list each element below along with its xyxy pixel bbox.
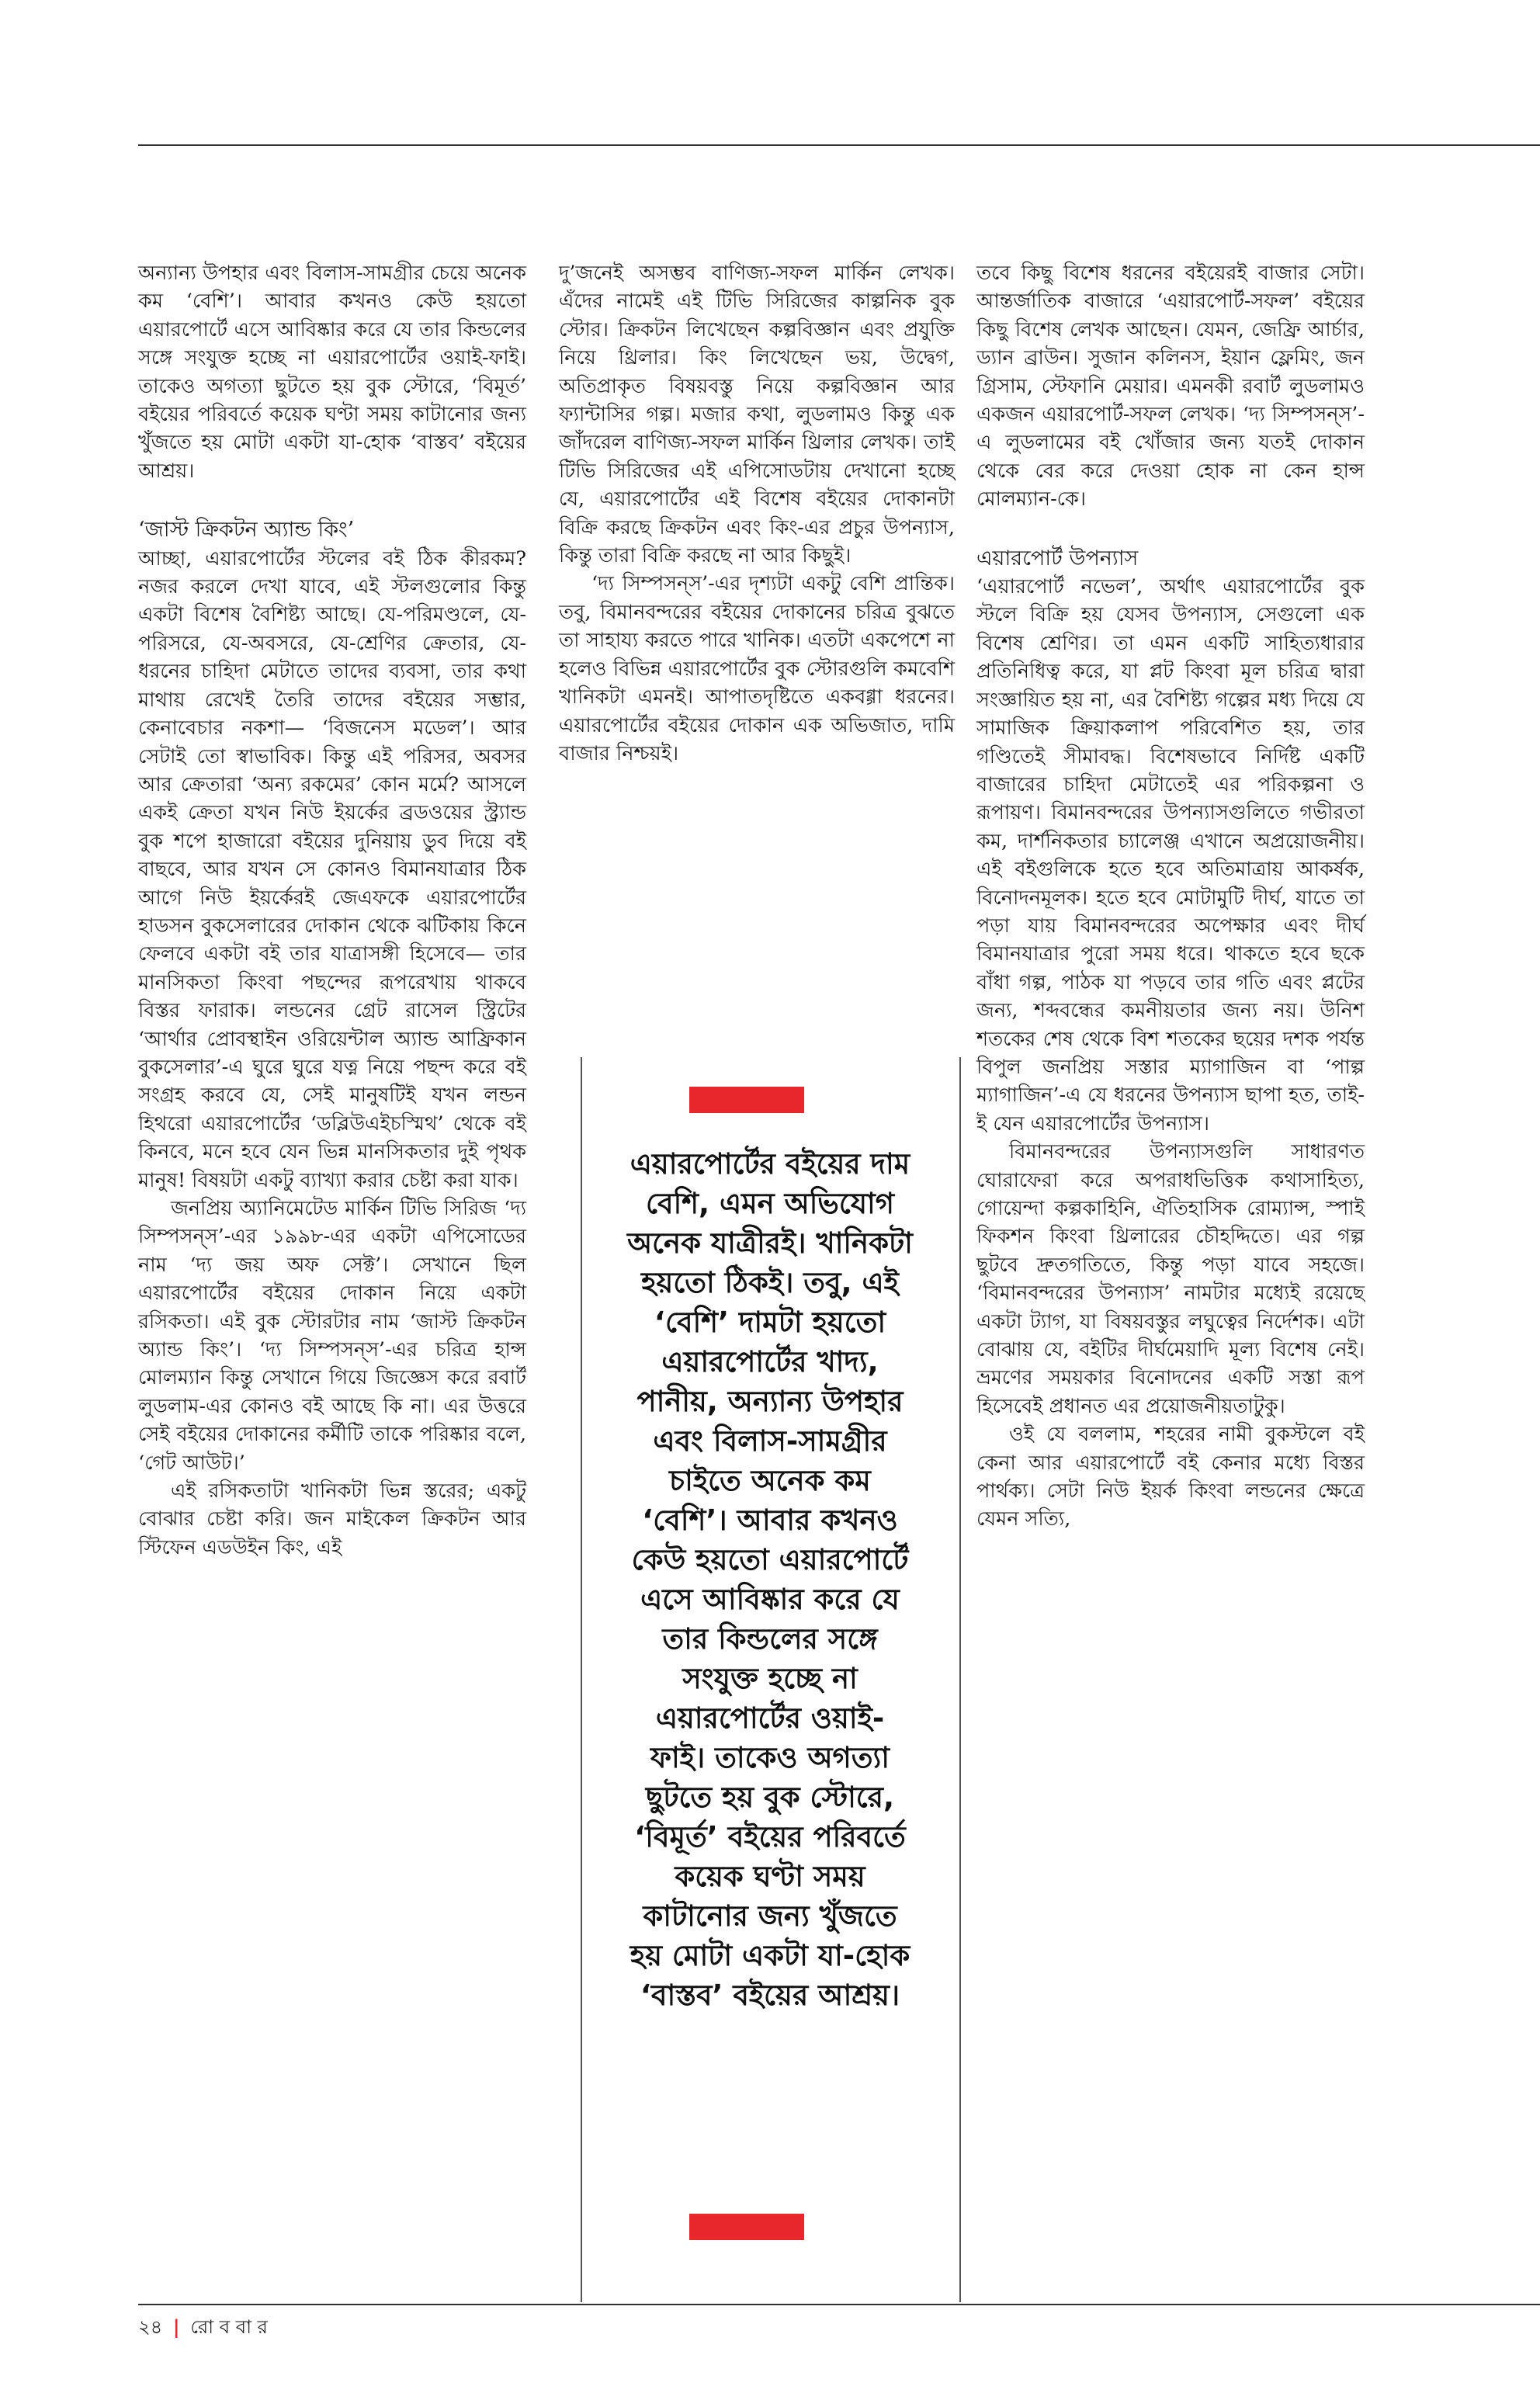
article-column-2 xyxy=(559,259,955,768)
pullquote-line: ‘বাস্তব’ বইয়ের আশ্রয়। xyxy=(640,1979,900,2012)
col1-paragraph-2: জনপ্রিয় অ্যানিমেটেড মার্কিন টিভি সিরিজ ‘দ্য সিম্পসন্‌স’-এর ১৯৯৮-এর একটা এপিসোডের নাম ‘দ্য জয় অফ সেক্ট’। সেখানে ছিল এয়ারপোর্টের বইয়ের দোকান নিয়ে একটা রসিকতা। এই বুক স্টোরটার নাম ‘জাস্ট ক্রিকটন অ্যান্ড কিং’। ‘দ্য সিম্পসন্‌স’-এর চরিত্র হান্স মোলম্যান কিন্তু সেখানে গিয়ে জিজ্ঞেস করে রবার্ট লুডলাম-এর কোনও বই আছে কি না। এর উত্তরে সেই বইয়ের দোকানের কর্মীটি তাকে পরিষ্কার বলে, ‘গেট আউট।’ xyxy=(138,1197,526,1475)
col3-paragraph-4: ওই যে বললাম, শহরের নামী বুকস্টলে বই কেনা আর এয়ারপোর্টে বই কেনার মধ্যে বিস্তর পার্থক্য। সেটা নিউ ইয়র্ক কিংবা লন্ডনের ক্ষেত্রে যেমন সত্যি, xyxy=(976,1423,1365,1531)
col2-paragraph-2: ‘দ্য সিম্পসন্‌স’-এর দৃশ্যটা একটু বেশি প্রান্তিক। তবু, বিমানবন্দরের বইয়ের দোকানের চরিত্র বুঝতে তা সাহায্য করতে পারে খানিক। এতটা একপেশে না হলেও বিভিন্ন এয়ারপোর্টের বুক স্টোরগুলি কমবেশি খানিকটা এমনই। আপাতদৃষ্টিতে একবগ্গা ধরনের। এয়ারপোর্টের বইয়ের দোকান এক অভিজাত, দামি বাজার নিশ্চয়ই। xyxy=(559,572,955,765)
col1-intro: অন্যান্য উপহার এবং বিলাস-সামগ্রীর চেয়ে অনেক কম ‘বেশি’। আবার কখনও কেউ হয়তো এয়ারপোর্টে এসে আবিষ্কার করে যে তার কিন্ডলের সঙ্গে সংযুক্ত হচ্ছে না এয়ারপোর্টের ওয়াই-ফাই। তাকেও অগত্যা ছুটতে হয় বুক স্টোরে, ‘বিমূর্ত’ বইয়ের পরিবর্তে কয়েক ঘণ্টা সময় কাটানোর জন্য খুঁজতে হয় মোটা একটা যা-হোক ‘বাস্তব’ বইয়ের আশ্রয়। xyxy=(138,262,526,483)
pullquote-line: ‘বেশি’ দামটা হয়তো xyxy=(654,1306,886,1339)
col1-paragraph-3: এই রসিকতাটা খানিকটা ভিন্ন স্তরের; একটু বোঝার চেষ্টা করি। জন মাইকেল ক্রিকটন আর স্টিফেন এডউইন কিং, এই xyxy=(138,1479,526,1559)
pullquote xyxy=(584,1144,956,2015)
page-footer xyxy=(138,2313,268,2344)
article-column-1 xyxy=(138,259,526,1562)
top-rule xyxy=(138,144,1540,146)
col2-paragraph-1: দু’জনেই অসম্ভব বাণিজ্য-সফল মার্কিন লেখক। এঁদের নামেই এই টিভি সিরিজের কাল্পনিক বুক স্টোর। ক্রিকটন লিখেছেন কল্পবিজ্ঞান এবং প্রযুক্তি নিয়ে থ্রিলার। কিং লিখেছেন ভয়, উদ্বেগ, অতিপ্রাকৃত বিষয়বস্তু নিয়ে কল্পবিজ্ঞান আর ফ্যান্টাসির গল্প। মজার কথা, লুডলামও কিন্তু এক জাঁদরেল বাণিজ্য-সফল মার্কিন থ্রিলার লেখক। তাই টিভি সিরিজের এই এপিসোডটায় দেখানো হচ্ছে যে, এয়ারপোর্টের এই বিশেষ বইয়ের দোকানটা বিক্রি করছে ক্রিকটন এবং কিং-এর প্রচুর উপন্যাস, কিন্তু তারা বিক্রি করছে না আর কিছুই। xyxy=(559,262,955,568)
col1-paragraph-1: আচ্ছা, এয়ারপোর্টের স্টলের বই ঠিক কীরকম? নজর করলে দেখা যাবে, এই স্টলগুলোর কিন্তু একটা বিশেষ বৈশিষ্ট্য আছে। যে-পরিমণ্ডলে, যে-পরিসরে, যে-অবসরে, যে-শ্রেণির ক্রেতার, যে-ধরনের চাহিদা মেটাতে তাদের ব্যবসা, তার কথা মাথায় রেখেই তৈরি তাদের বইয়ের সম্ভার, কেনাবেচার নকশা— ‘বিজনেস মডেল’। আর সেটাই তো স্বাভাবিক। কিন্তু এই পরিসর, অবসর আর ক্রেতারা ‘অন্য রকমের’ কোন মর্মে? আসলে একই ক্রেতা যখন নিউ ইয়র্কের ব্রডওয়ের স্ট্র্যান্ড বুক শপে হাজারো বইয়ের দুনিয়ায় ডুব দিয়ে বই বাছবে, আর যখন সে কোনও বিমানযাত্রার ঠিক আগে নিউ ইয়র্কেরই জেএফকে এয়ারপোর্টের হাডসন বুকসেলারের দোকান থেকে ঝটিকায় কিনে ফেলবে একটা বই তার যাত্রাসঙ্গী হিসেবে— তার মানসিকতা কিংবা পছন্দের রূপরেখায় থাকবে বিস্তর ফারাক। লন্ডনের গ্রেট রাসেল স্ট্রিটের ‘আর্থার প্রোবস্থাইন ওরিয়েন্টাল অ্যান্ড আফ্রিকান বুকসেলার’-এ ঘুরে ঘুরে যত্ন নিয়ে পছন্দ করে বই সংগ্রহ করবে যে, সেই মানুষটিই যখন লন্ডন হিথরো এয়ারপোর্টের ‘ডব্লিউএইচস্মিথ’ থেকে বই কিনবে, মনে হবে যেন ভিন্ন মানসিকতার দুই পৃথক মানুষ! বিষয়টা একটু ব্যাখ্যা করার চেষ্টা করা যাক। xyxy=(138,546,526,1192)
pullquote-line: হয়তো ঠিকই। তবু, এই xyxy=(641,1266,899,1299)
footer-separator: | xyxy=(172,2315,180,2338)
pullquote-line: এবং বিলাস-সামগ্রীর xyxy=(653,1424,887,1458)
bottom-rule xyxy=(138,2304,1540,2305)
pullquote-line: এয়ারপোর্টের খাদ্য, xyxy=(661,1345,879,1379)
pullquote-line: কাটানোর জন্য খুঁজতে xyxy=(643,1899,897,1933)
pullquote-left-divider xyxy=(581,1057,582,2302)
pullquote-line: এয়ারপোর্টের ওয়াই- xyxy=(655,1701,885,1735)
pullquote-line: চাইতে অনেক কম xyxy=(669,1464,871,1497)
pullquote-line: কয়েক ঘণ্টা সময় xyxy=(675,1860,865,1893)
article-column-3 xyxy=(976,259,1365,1534)
page-number: ২৪ xyxy=(138,2316,163,2338)
pullquote-line: সংযুক্ত হচ্ছে না xyxy=(682,1662,858,1695)
pullquote-line: অনেক যাত্রীরই। খানিকটা xyxy=(627,1226,913,1260)
pullquote-line: ‘বেশি’। আবার কখনও xyxy=(642,1503,898,1537)
pullquote-line: বেশি, এমন অভিযোগ xyxy=(645,1187,895,1220)
pullquote-line: এসে আবিষ্কার করে যে xyxy=(640,1583,900,1616)
pullquote-right-divider xyxy=(959,1057,961,2302)
pullquote-top-accent-bar xyxy=(689,1087,804,1113)
pullquote-line: হয় মোটা একটা যা-হোক xyxy=(630,1939,910,1972)
magazine-name: রো ব বা র xyxy=(190,2316,268,2338)
pullquote-bottom-accent-bar xyxy=(689,2214,804,2240)
pullquote-line: কেউ হয়তো এয়ারপোর্টে xyxy=(631,1543,909,1576)
pullquote-line: ছুটতে হয় বুক স্টোরে, xyxy=(645,1781,895,1814)
section-heading-just-crichton-and-king: ‘জাস্ট ক্রিকটন অ্যান্ড কিং’ xyxy=(138,518,355,543)
col3-paragraph-3: বিমানবন্দরের উপন্যাসগুলি সাধারণত ঘোরাফেরা করে অপরাধভিত্তিক কথাসাহিত্য, গোয়েন্দা কল্পকাহিনি, ঐতিহাসিক রোম্যান্স, স্পাই ফিকশন কিংবা থ্রিলারের চৌহদ্দিতে। এর গল্প ছুটবে দ্রুতগতিতে, কিন্তু পড়া যাবে সহজে। ‘বিমানবন্দরের উপন্যাস’ নামটার মধ্যেই রয়েছে একটা ট্যাগ, যা বিষয়বস্তুর লঘুত্বের নির্দেশক। এটা বোঝায় যে, বইটির দীর্ঘমেয়াদি মূল্য বিশেষ নেই। ভ্রমণের সময়কার বিনোদনের একটি সস্তা রূপ হিসেবেই প্রধানত এর প্রয়োজনীয়তাটুকু। xyxy=(976,1140,1365,1418)
col3-paragraph-2: ‘এয়ারপোর্ট নভেল’, অর্থাৎ এয়ারপোর্টের বুক স্টলে বিক্রি হয় যেসব উপন্যাস, সেগুলো এক বিশেষ শ্রেণির। তা এমন একটি সাহিত্যধারার প্রতিনিধিত্ব করে, যা প্লট কিংবা মূল চরিত্র দ্বারা সংজ্ঞায়িত হয় না, এর বৈশিষ্ট্য গল্পের মধ্য দিয়ে যে সামাজিক ক্রিয়াকলাপ পরিবেশিত হয়, তার গণ্ডিতেই সীমাবদ্ধ। বিশেষভাবে নির্দিষ্ট একটি বাজারের চাহিদা মেটাতেই এর পরিকল্পনা ও রূপায়ণ। বিমানবন্দরের উপন্যাসগুলিতে গভীরতা কম, দার্শনিকতার চ্যালেঞ্জ এখানে অপ্রয়োজনীয়। এই বইগুলিকে হতে হবে অতিমাত্রায় আকর্ষক, বিনোদনমূলক। হতে হবে মোটামুটি দীর্ঘ, যাতে তা পড়া যায় বিমানবন্দরের অপেক্ষার এবং দীর্ঘ বিমানযাত্রার পুরো সময় ধরে। থাকতে হবে ছকে বাঁধা গল্প, পাঠক যা পড়বে তার গতি এবং প্লটের জন্য, শব্দবন্ধের কমনীয়তার জন্য নয়। উনিশ শতকের শেষ থেকে বিশ শতকের ছয়ের দশক পর্যন্ত বিপুল জনপ্রিয় সস্তার ম্যাগাজিন বা ‘পাল্প ম্যাগাজিন’-এ যে ধরনের উপন্যাস ছাপা হত, তাই-ই যেন এয়ারপোর্টের উপন্যাস। xyxy=(976,575,1365,1136)
pullquote-line: ‘বিমূর্ত’ বইয়ের পরিবর্তে xyxy=(634,1820,906,1854)
pullquote-line: ফাই। তাকেও অগত্যা xyxy=(650,1741,890,1774)
pullquote-line: এয়ারপোর্টের বইয়ের দাম xyxy=(630,1147,910,1181)
col3-paragraph-1: তবে কিছু বিশেষ ধরনের বইয়েরই বাজার সেটা। আন্তর্জাতিক বাজারে ‘এয়ারপোর্ট-সফল’ বইয়ের কিছু বিশেষ লেখক আছেন। যেমন, জেফ্রি আর্চার, ড্যান ব্রাউন। সুজান কলিনস, ইয়ান ফ্লেমিং, জন গ্রিসাম, স্টেফানি মেয়ার। এমনকী রবার্ট লুডলামও একজন এয়ারপোর্ট-সফল লেখক। ‘দ্য সিম্পসন্‌স’-এ লুডলামের বই খোঁজার জন্য যতই দোকান থেকে বের করে দেওয়া হোক না কেন হান্স মোলম্যান-কে। xyxy=(976,262,1365,512)
pullquote-line: তার কিন্ডলের সঙ্গে xyxy=(662,1622,878,1656)
pullquote-line: পানীয়, অন্যান্য উপহার xyxy=(636,1385,904,1418)
section-heading-airport-novel: এয়ারপোর্ট উপন্যাস xyxy=(976,546,1139,571)
